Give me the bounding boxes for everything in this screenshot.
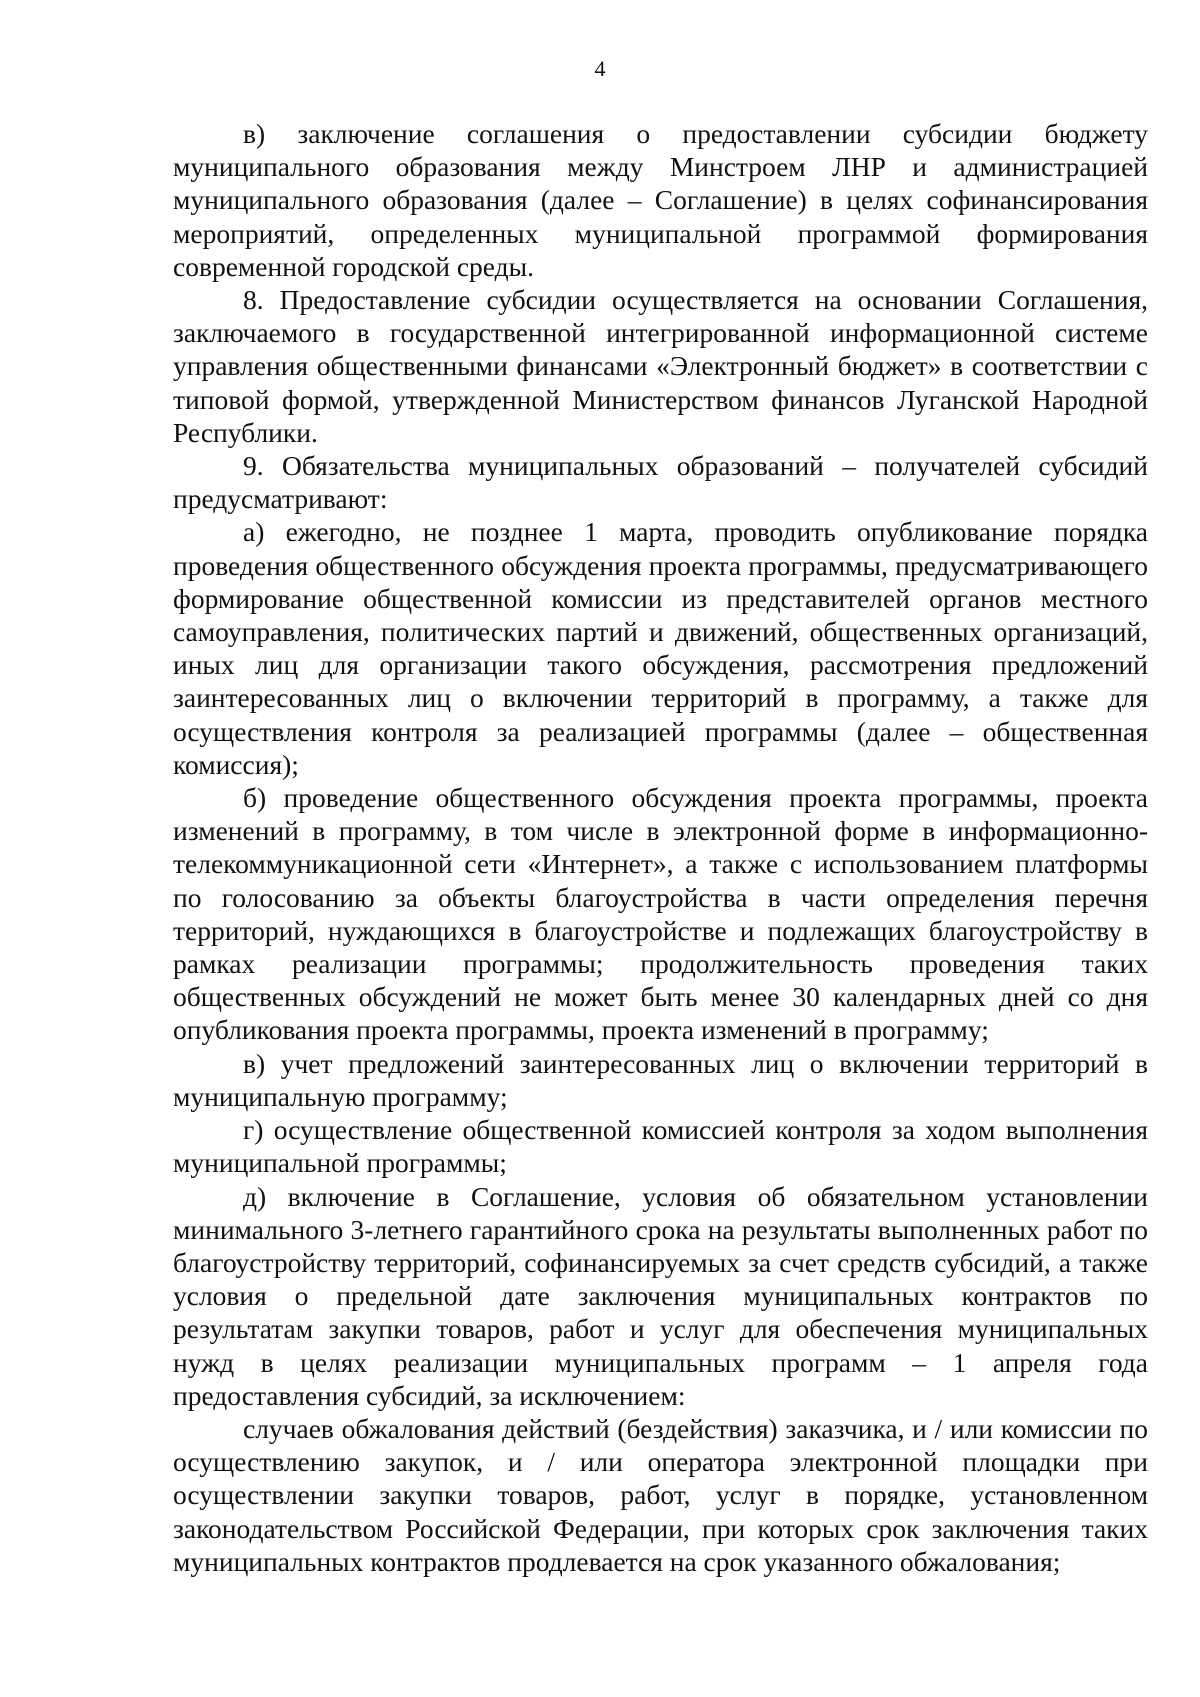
paragraph-v-proposals: в) учет предложений заинтересованных лиц о включении территорий в муниципальную программу; xyxy=(173,1047,1148,1112)
paragraph-d-warranty: д) включение в Соглашение, условия об обязательном установлении минимального 3-летнего гарантийного срока на результаты выполненных работ по благоустройству территорий, софинансируемых за счет средств субсидий, а также условия о предельной дате заключения муниципальных контрактов по результатам закупки товаров, работ и услуг для обеспечения муниципальных нужд в целях реализации муниципальных программ – 1 апреля года предоставления субсидий, за исключением: xyxy=(173,1180,1148,1411)
document-body xyxy=(173,117,1148,1578)
paragraph-v-agreement: в) заключение соглашения о предоставлении субсидии бюджету муниципального образования между Минстроем ЛНР и администрацией муниципального образования (далее – Соглашение) в целях софинансирования мероприятий, определенных муниципальной программой формирования современной городской среды. xyxy=(173,118,1148,282)
paragraph-a-publication: а) ежегодно, не позднее 1 марта, проводить опубликование порядка проведения общественного обсуждения проекта программы, предусматривающего формирование общественной комиссии из представителей органов местного самоуправления, политических партий и движений, общественных организаций, иных лиц для организации такого обсуждения, рассмотрения предложений заинтересованных лиц о включении территорий в программу, а также для осуществления контроля за реализацией программы (далее – общественная комиссия); xyxy=(173,516,1148,780)
paragraph-9-obligations: 9. Обязательства муниципальных образований – получателей субсидий предусматривают: xyxy=(173,450,1148,515)
paragraph-g-control: г) осуществление общественной комиссией контроля за ходом выполнения муниципальной программы; xyxy=(173,1114,1148,1179)
paragraph-b-public-discussion: б) проведение общественного обсуждения проекта программы, проекта изменений в программу, в том числе в электронной форме в информационно-телекоммуникационной сети «Интернет», а также с использованием платформы по голосованию за объекты благоустройства в части определения перечня территорий, нуждающихся в благоустройстве и подлежащих благоустройству в рамках реализации программы; продолжительность проведения таких общественных обсуждений не может быть менее 30 календарных дней со дня опубликования проекта программы, проекта изменений в программу; xyxy=(173,782,1148,1046)
paragraph-appeal-cases: случаев обжалования действий (бездействия) заказчика, и / или комиссии по осуществлению закупок, и / или оператора электронной площадки при осуществлении закупки товаров, работ, услуг в порядке, установленном законодательством Российской Федерации, при которых срок заключения таких муниципальных контрактов продлевается на срок указанного обжалования; xyxy=(173,1412,1148,1577)
page-number: 4 xyxy=(594,56,606,81)
paragraph-8-subsidy-provision: 8. Предоставление субсидии осуществляется на основании Соглашения, заключаемого в государственной интегрированной информационной системе управления общественными финансами «Электронный бюджет» в соответствии с типовой формой, утвержденной Министерством финансов Луганской Народной Республики. xyxy=(173,284,1148,448)
